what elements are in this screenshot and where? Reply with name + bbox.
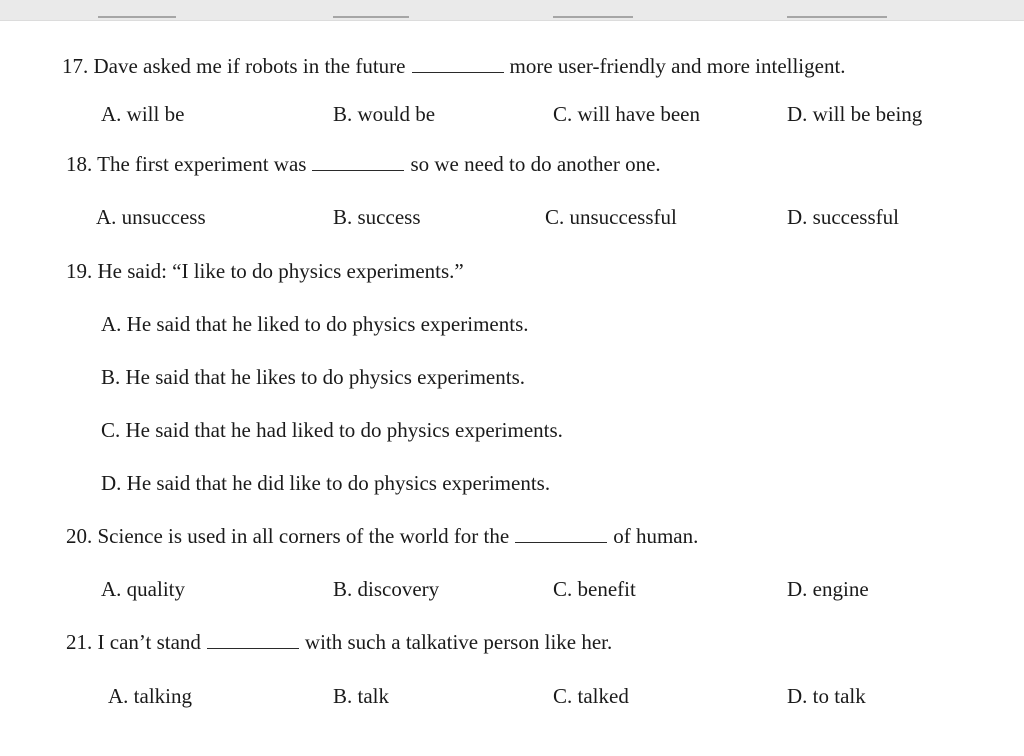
question-21-option-b: B. talk [333,684,389,708]
question-21-option-d: D. to talk [787,684,866,708]
question-19-option-a: A. He said that he liked to do physics experiments. [101,312,529,336]
question-20-text-after: of human. [613,524,699,548]
question-17-option-d: D. will be being [787,102,923,126]
previous-page-edge [0,0,1024,21]
question-17-stem [62,54,846,78]
question-17-blank [412,54,504,73]
cut-off-option-a [98,16,176,18]
question-19-number: 19. [66,259,93,283]
question-20-option-a: A. quality [101,577,185,601]
question-17-number: 17. [62,54,89,78]
question-20-option-d: D. engine [787,577,869,601]
question-18-option-a: A. unsuccess [96,205,206,229]
question-18-text-before: The first experiment was [97,152,307,176]
question-17-option-b: B. would be [333,102,436,126]
question-20-option-c: C. benefit [553,577,636,601]
question-17-text-after: more user-friendly and more intelligent. [509,54,846,78]
question-18-option-c: C. unsuccessful [545,205,677,229]
question-19-stem [66,259,464,283]
question-18-text-after: so we need to do another one. [410,152,661,176]
question-19-option-d: D. He said that he did like to do physics experiments. [101,471,551,495]
question-17-option-c: C. will have been [553,102,700,126]
question-19-text: He said: “I like to do physics experiments.” [97,259,464,283]
question-18-option-d: D. successful [787,205,899,229]
question-18-number: 18. [66,152,93,176]
question-21-stem [66,630,612,654]
question-18-option-b: B. success [333,205,421,229]
question-20-text-before: Science is used in all corners of the world for the [97,524,510,548]
cut-off-option-b [333,16,409,18]
question-20-option-b: B. discovery [333,577,440,601]
question-20-blank [515,524,607,543]
question-17-text-before: Dave asked me if robots in the future [93,54,406,78]
question-18-blank [312,152,404,171]
cut-off-option-d [787,16,887,18]
question-19-option-b: B. He said that he likes to do physics experiments. [101,365,526,389]
question-21-option-a: A. talking [108,684,192,708]
question-21-number: 21. [66,630,93,654]
question-21-text-before: I can’t stand [97,630,201,654]
question-20-stem [66,524,698,548]
question-19-option-c: C. He said that he had liked to do physics experiments. [101,418,563,442]
question-21-text-after: with such a talkative person like her. [304,630,613,654]
question-21-blank [207,630,299,649]
question-18-stem [66,152,661,176]
cut-off-option-c [553,16,633,18]
question-20-number: 20. [66,524,93,548]
question-21-option-c: C. talked [553,684,629,708]
question-17-option-a: A. will be [101,102,185,126]
